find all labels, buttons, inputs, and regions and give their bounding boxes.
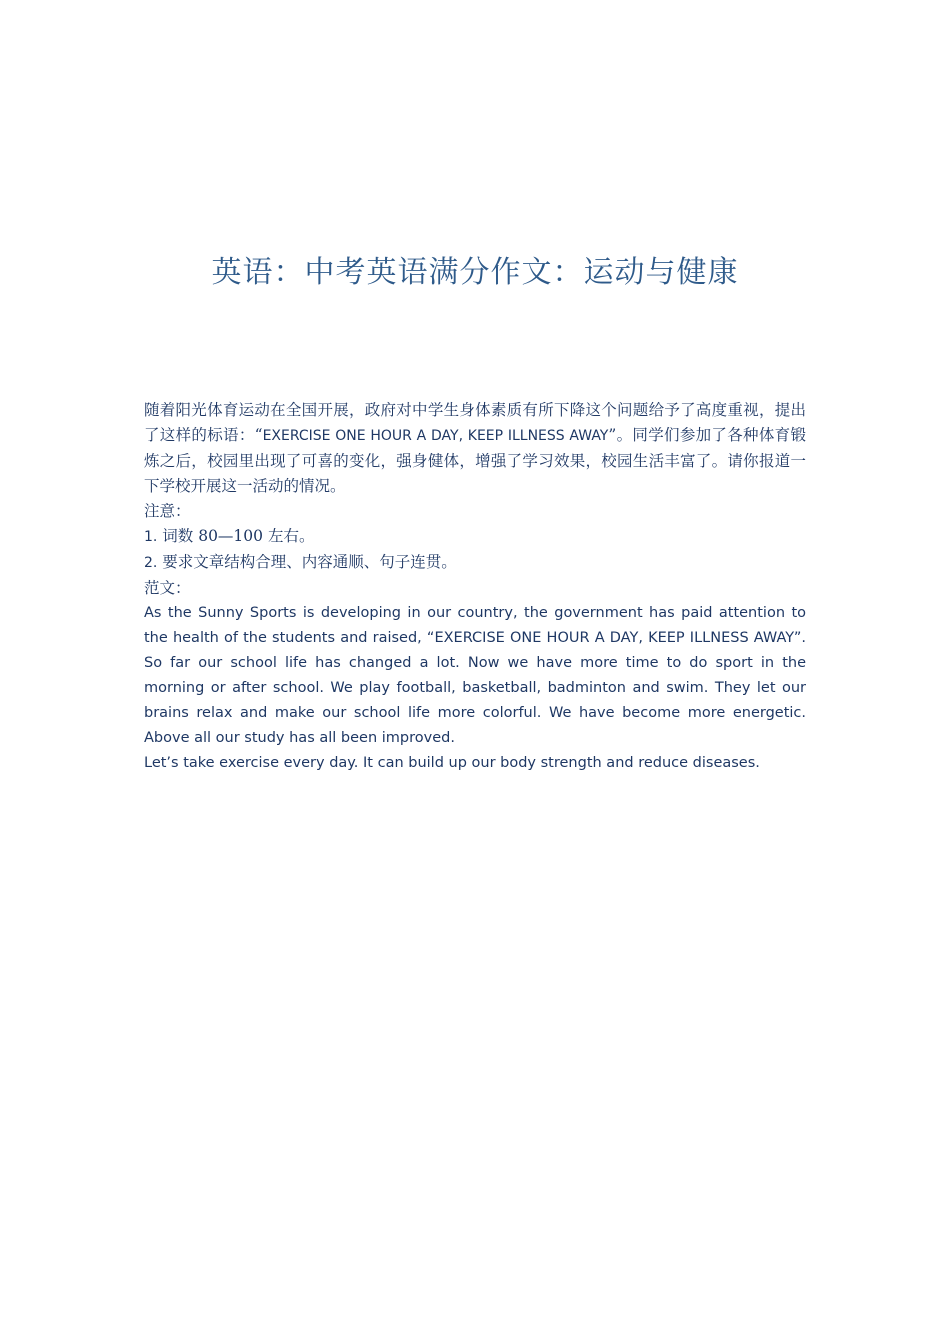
essay-paragraph-1: As the Sunny Sports is developing in our country, the government has paid attention to the health of the students and raised, “EXERCISE ONE HOUR A DAY, KEEP ILLNESS AWAY”. So far our school life has changed a lot. Now we have more time to do sport in the morning or after school. We play football, basketball, badminton and swim. They let our brains relax and make our school life more colorful. We have become more energetic. Above all our study has all been improved.: [144, 605, 806, 746]
sample-label: 范文：: [144, 579, 191, 597]
prompt-text-before: 随着阳光体育运动在全国开展，政府对中学生身体素质有所下降这个问题给予了高度重视，提出了这样的标语：“: [144, 401, 806, 444]
note-item-1: [144, 524, 806, 550]
note-text: 词数 80—100 左右。: [157, 527, 315, 545]
prompt-paragraph: [144, 398, 806, 499]
note-number: 1.: [144, 529, 158, 545]
essay-paragraph-2: Let’s take exercise every day. It can build up our body strength and reduce diseases.: [144, 755, 760, 771]
note-text: 要求文章结构合理、内容通顺、句子连贯。: [157, 553, 457, 571]
prompt-text-after: ”。同学们参加了各种体育锻炼之后，校园里出现了可喜的变化，强身健体，增强了学习效果，校园生活丰富了。请你报道一下学校开展这一活动的情况。: [144, 426, 806, 495]
document-body: [144, 398, 806, 776]
note-item-2: [144, 550, 806, 576]
notes-label: 注意：: [144, 502, 191, 520]
prompt-slogan: EXERCISE ONE HOUR A DAY, KEEP ILLNESS AWAY: [262, 428, 609, 444]
note-number: 2.: [144, 555, 158, 571]
document-title: 英语：中考英语满分作文：运动与健康: [211, 255, 739, 290]
